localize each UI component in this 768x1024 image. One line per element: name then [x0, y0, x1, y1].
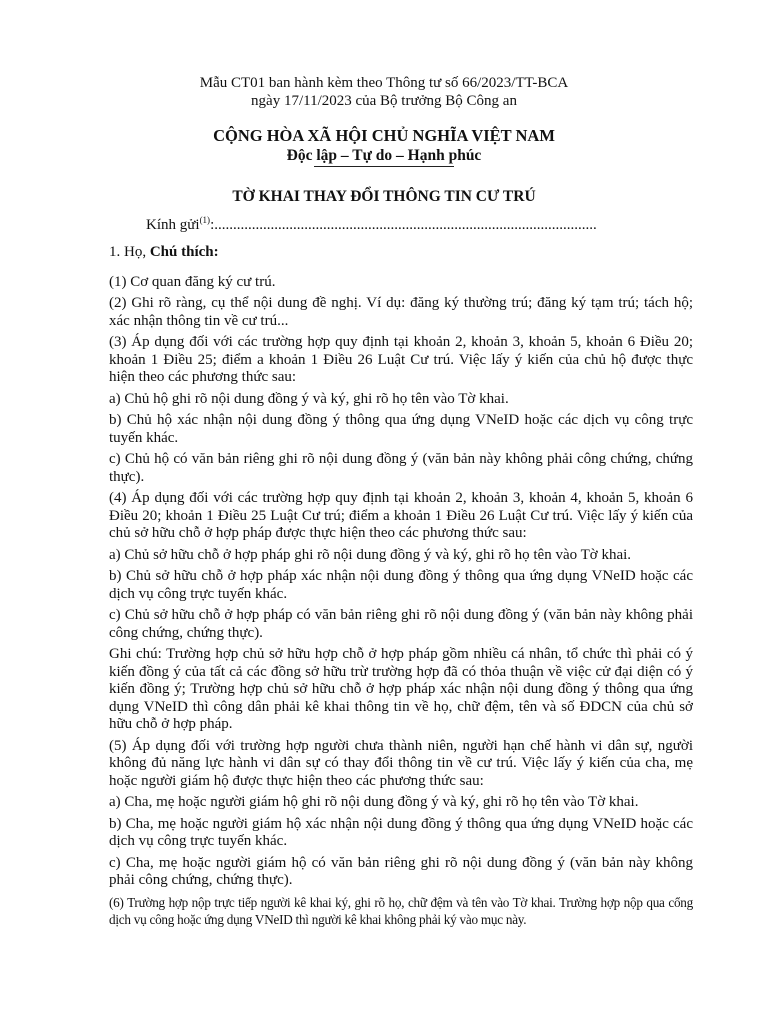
field-1-prefix: 1. Họ, — [109, 244, 150, 260]
note-6: (6) Trường hợp nộp trực tiếp người kê khai ký, ghi rõ họ, chữ đệm và tên vào Tờ khai. Trường hợp nộp qua cổng dịch vụ công hoặc ứng dụng VNeID thì người kê khai không phải ký vào mục này. — [109, 894, 693, 927]
note-3: (3) Áp dụng đối với các trường hợp quy định tại khoản 2, khoản 3, khoản 5, khoản 6 Điều 20; khoản 1 Điều 25; điểm a khoản 1 Điều 26 Luật Cư trú. Việc lấy ý kiến của chủ hộ được thực hiện theo các phương thức sau: — [109, 334, 693, 385]
recipient-dots: :...................................................................................................... — [210, 217, 597, 233]
recipient-label: Kính gửi — [146, 217, 200, 233]
footnote-ref-1: (1) — [199, 215, 211, 225]
template-line-1: Mẫu CT01 ban hành kèm theo Thông tư số 66/2023/TT-BCA — [199, 75, 569, 91]
field-1-line — [109, 244, 693, 262]
note-5b: b) Cha, mẹ hoặc người giám hộ xác nhận nội dung đồng ý thông qua ứng dụng VNeID hoặc các dịch vụ công trực tuyến khác. — [109, 815, 693, 849]
motto: Độc lập – Tự do – Hạnh phúc — [286, 147, 482, 164]
note-5a: a) Cha, mẹ hoặc người giám hộ ghi rõ nội dung đồng ý và ký, ghi rõ họ tên vào Tờ khai. — [109, 794, 639, 810]
note-3c: c) Chủ hộ có văn bản riêng ghi rõ nội dung đồng ý (văn bản này không phải công chứng, chứng thực). — [109, 451, 693, 485]
template-line-2: ngày 17/11/2023 của Bộ trưởng Bộ Công an — [251, 93, 517, 109]
notes-heading: Chú thích: — [149, 244, 219, 260]
national-heading — [0, 126, 768, 167]
motto-underline — [314, 166, 454, 167]
note-2: (2) Ghi rõ ràng, cụ thể nội dung đề nghị. Ví dụ: đăng ký thường trú; đăng ký tạm trú; tách hộ; xác nhận thông tin về cư trú... — [109, 295, 693, 329]
note-1: (1) Cơ quan đăng ký cư trú. — [109, 273, 276, 290]
note-3a: a) Chủ hộ ghi rõ nội dung đồng ý và ký, ghi rõ họ tên vào Tờ khai. — [109, 390, 509, 407]
note-4: (4) Áp dụng đối với các trường hợp quy định tại khoản 2, khoản 3, khoản 4, khoản 5, khoản 6 Điều 20; khoản 1 Điều 25 Luật Cư trú; điểm a khoản 1 Điều 26 Luật Cư trú. Việc lấy ý kiến của chủ sở hữu chỗ ở hợp pháp được thực hiện theo các phương thức sau: — [109, 490, 693, 541]
note-4b: b) Chủ sở hữu chỗ ở hợp pháp xác nhận nội dung đồng ý thông qua ứng dụng VNeID hoặc các dịch vụ công trực tuyến khác. — [109, 568, 693, 602]
note-3b: b) Chủ hộ xác nhận nội dung đồng ý thông qua ứng dụng VNeID hoặc các dịch vụ công trực tuyến khác. — [109, 412, 693, 446]
notes-section — [109, 244, 693, 928]
template-reference — [0, 74, 768, 110]
note-remark: Ghi chú: Trường hợp chủ sở hữu hợp chỗ ở hợp pháp gồm nhiều cá nhân, tổ chức thì phải có ý kiến đồng ý của tất cả các đồng sở hữu trừ trường hợp đã có thỏa thuận về việc cử đại diện có ý kiến đồng ý; Trường hợp chủ sở hữu chỗ ở hợp pháp xác nhận nội dung đồng ý thông qua ứng dụng VNeID thì công dân phải kê khai thông tin về họ, chữ đệm, tên và số ĐDCN của chủ sở hữu chỗ ở hợp pháp. — [109, 646, 693, 732]
note-4c: c) Chủ sở hữu chỗ ở hợp pháp có văn bản riêng ghi rõ nội dung đồng ý (văn bản này không phải công chứng, chứng thực). — [109, 607, 693, 641]
nation-title: CỘNG HÒA XÃ HỘI CHỦ NGHĨA VIỆT NAM — [213, 126, 555, 145]
note-4a: a) Chủ sở hữu chỗ ở hợp pháp ghi rõ nội dung đồng ý và ký, ghi rõ họ tên vào Tờ khai. — [109, 546, 632, 563]
note-5: (5) Áp dụng đối với trường hợp người chưa thành niên, người hạn chế hành vi dân sự, người không đủ năng lực hành vi dân sự có thay đổi thông tin về cư trú. Việc lấy ý kiến của cha, mẹ hoặc người giám hộ được thực hiện theo các phương thức sau: — [109, 737, 693, 789]
form-title: TỜ KHAI THAY ĐỔI THÔNG TIN CƯ TRÚ — [232, 188, 536, 205]
recipient-line — [146, 215, 597, 234]
form-title-block — [0, 188, 768, 206]
note-5c: c) Cha, mẹ hoặc người giám hộ có văn bản riêng ghi rõ nội dung đồng ý (văn bản này không phải công chứng, chứng thực). — [109, 854, 693, 888]
